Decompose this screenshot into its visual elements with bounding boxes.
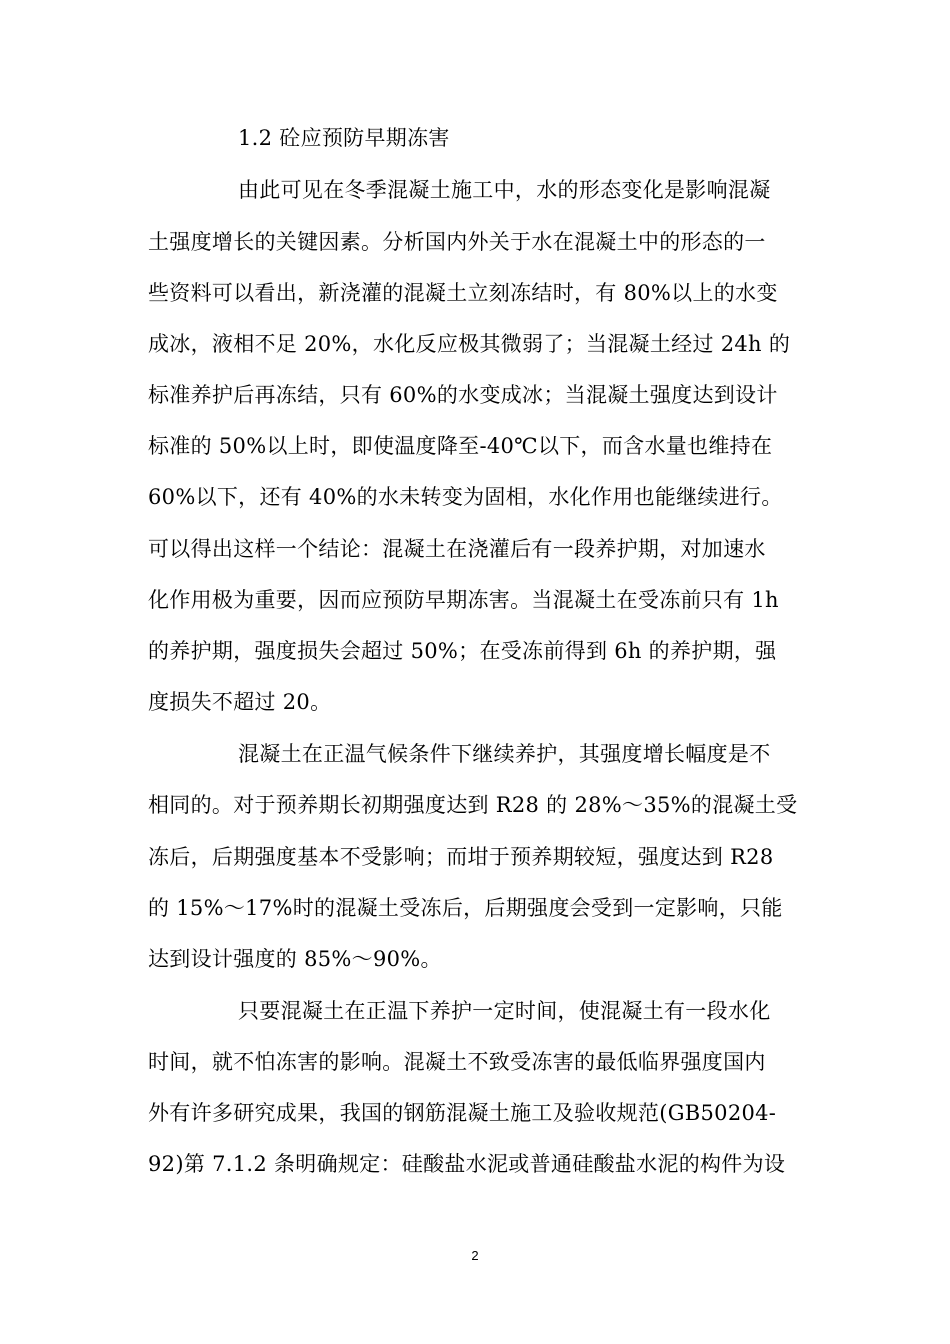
paragraph-line: 标准的 50%以上时，即使温度降至-40℃以下，而含水量也维持在 bbox=[148, 434, 773, 458]
paragraph-line: 达到设计强度的 85%～90%。 bbox=[148, 947, 442, 971]
paragraph-line: 外有许多研究成果，我国的钢筋混凝土施工及验收规范(GB50204- bbox=[148, 1101, 777, 1125]
paragraph-line: 92)第 7.1.2 条明确规定：硅酸盐水泥或普通硅酸盐水泥的构件为设 bbox=[148, 1152, 786, 1176]
paragraph-line: 标准养护后再冻结，只有 60%的水变成冰；当混凝土强度达到设计 bbox=[148, 383, 778, 407]
paragraph-line: 只要混凝土在正温下养护一定时间，使混凝土有一段水化 bbox=[238, 999, 771, 1023]
paragraph-line: 60%以下，还有 40%的水未转变为固相，水化作用也能继续进行。 bbox=[148, 485, 783, 509]
paragraph-line: 些资料可以看出，新浇灌的混凝土立刻冻结时，有 80%以上的水变 bbox=[148, 281, 778, 305]
page-number: 2 bbox=[471, 1248, 479, 1263]
paragraph-line: 度损失不超过 20。 bbox=[148, 690, 332, 714]
paragraph-line: 相同的。对于预养期长初期强度达到 R28 的 28%～35%的混凝土受 bbox=[148, 793, 798, 817]
paragraph-line: 时间，就不怕冻害的影响。混凝土不致受冻害的最低临界强度国内 bbox=[148, 1050, 766, 1074]
paragraph-line: 的养护期，强度损失会超过 50%；在受冻前得到 6h 的养护期，强 bbox=[148, 639, 777, 663]
paragraph-line: 土强度增长的关键因素。分析国内外关于水在混凝土中的形态的一 bbox=[148, 230, 766, 254]
paragraph-line: 可以得出这样一个结论：混凝土在浇灌后有一段养护期，对加速水 bbox=[148, 537, 766, 561]
paragraph-line: 冻后，后期强度基本不受影响；而坩于预养期较短，强度达到 R28 bbox=[148, 845, 774, 869]
paragraph-line: 成冰，液相不足 20%，水化反应极其微弱了；当混凝土经过 24h 的 bbox=[148, 332, 791, 356]
section-heading: 1.2 砼应预防早期冻害 bbox=[238, 126, 450, 150]
paragraph-line: 的 15%～17%时的混凝土受冻后，后期强度会受到一定影响，只能 bbox=[148, 896, 783, 920]
paragraph-line: 混凝土在正温气候条件下继续养护，其强度增长幅度是不 bbox=[238, 742, 771, 766]
paragraph-line: 由此可见在冬季混凝土施工中，水的形态变化是影响混凝 bbox=[238, 178, 771, 202]
paragraph-line: 化作用极为重要，因而应预防早期冻害。当混凝土在受冻前只有 1h bbox=[148, 588, 779, 612]
